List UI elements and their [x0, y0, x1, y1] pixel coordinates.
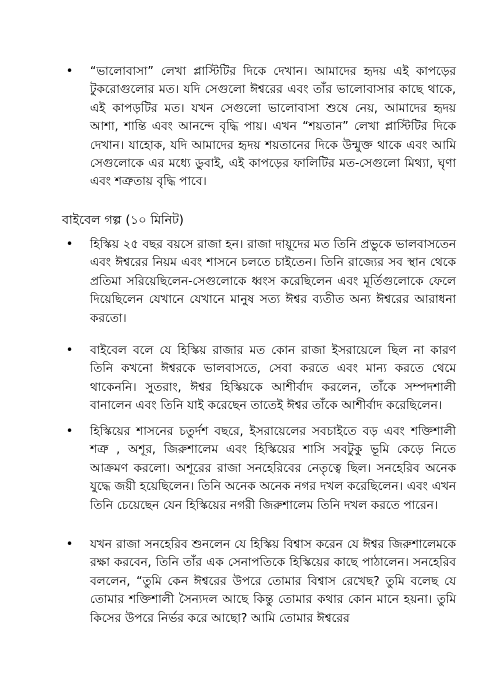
bullet-marker: •	[66, 64, 74, 78]
section-heading: বাইবেল গল্প (১০ মিনিট)	[62, 212, 184, 227]
bullet-marker: •	[66, 537, 74, 551]
bullet-marker: •	[66, 237, 74, 251]
story-paragraph-1: হিস্কিয় ২৫ বছর বয়সে রাজা হন। রাজা দায়ূদের মত তিনি প্রভুকে ভালবাসতেন এবং ঈশ্বরের নিয়ম এবং শাসনে চলতে চাইতেন। তিনি রাজ্যের সব স্থান থেকে প্রতিমা সরিয়েছিলেন-সেগুলোকে ধ্বংস করেছিলেন এবং মূর্তিগুলোকে ফেলে দিয়েছিলেন যেখানে যেখানে মানুষ সত্য ঈশ্বর ব্যতীত অন্য ঈশ্বরের আরাধনা করতো।	[90, 237, 456, 325]
story-paragraph-3: হিস্কিয়ের শাসনের চতুর্দশ বছরে, ইসরায়েলের সবচাইতে বড় এবং শক্তিশালী শত্রু , অশূর, জিরুশালেম এবং হিস্কিয়ের শাসি সবটুকু ভূমি কেড়ে নিতে আক্রমণ করলো। অশূরের রাজা সনহেরিবের নেতৃত্বে ছিল। সনহেরিব অনেক যুদ্ধে জয়ী হয়েছিলেন। তিনি অনেক অনেক নগর দখল করেছিলেন। এবং এখন তিনি চেয়েছেন যেন হিস্কিয়ের নগরী জিরুশালেম তিনি দখল করতে পারেন।	[90, 424, 456, 512]
story-paragraph-4: যখন রাজা সনহেরিব শুনলেন যে হিস্কিয় বিশ্বাস করেন যে ঈশ্বর জিরুশালেমকে রক্ষা করবেন, তিনি তাঁর এক সেনাপতিকে হিস্কিয়ের কাছে পাঠালেন। সনহেরিব বললেন, “তুমি কেন ঈশ্বরের উপরে তোমার বিশ্বাস রেখেছ? তুমি বলেছ যে তোমার শক্তিশালী সৈন্যদল আছে কিন্তু তোমার কথার কোন মানে হয়না। তুমি কিসের উপরে নির্ভর করে আছো? আমি তোমার ঈশ্বরের	[90, 537, 456, 625]
story-paragraph-2: বাইবেল বলে যে হিস্কিয় রাজার মত কোন রাজা ইসরায়েলে ছিল না কারণ তিনি কখনো ঈশ্বরকে ভালবাসতে, সেবা করতে এবং মান্য করতে থেমে থাকেননি। সুতরাং, ঈশ্বর হিস্কিয়কে আশীর্বাদ করলেন, তাঁকে সম্পদশালী বানালেন এবং তিনি যাই করেছেন তাতেই ঈশ্বর তাঁকে আশীর্বাদ করেছিলেন।	[90, 343, 456, 413]
bullet-marker: •	[66, 343, 74, 357]
intro-paragraph: “ভালোবাসা” লেখা প্লাস্টিটির দিকে দেখান। আমাদের হৃদয় এই কাপড়ের টুকরোগুলোর মত। যদি সেগুলো ঈশ্বরের এবং তাঁর ভালোবাসার কাছে থাকে, এই কাপড়টির মত। যখন সেগুলো ভালোবাসা শুষে নেয়, আমাদের হৃদয় আশা, শান্তি এবং আনন্দে বৃদ্ধি পায়। এখন “শয়তান” লেখা প্লাস্টিটির দিকে দেখান। যাহোক, যদি আমাদের হৃদয় শয়তানের দিকে উন্মুক্ত থাকে এবং আমি সেগুলোকে এর মধ্যে ডুবাই, এই কাপড়ের ফালিটির মত-সেগুলো মিথ্যা, ঘৃণা এবং শত্রুতায় বৃদ্ধি পাবে।	[90, 64, 456, 189]
bullet-marker: •	[66, 424, 74, 438]
